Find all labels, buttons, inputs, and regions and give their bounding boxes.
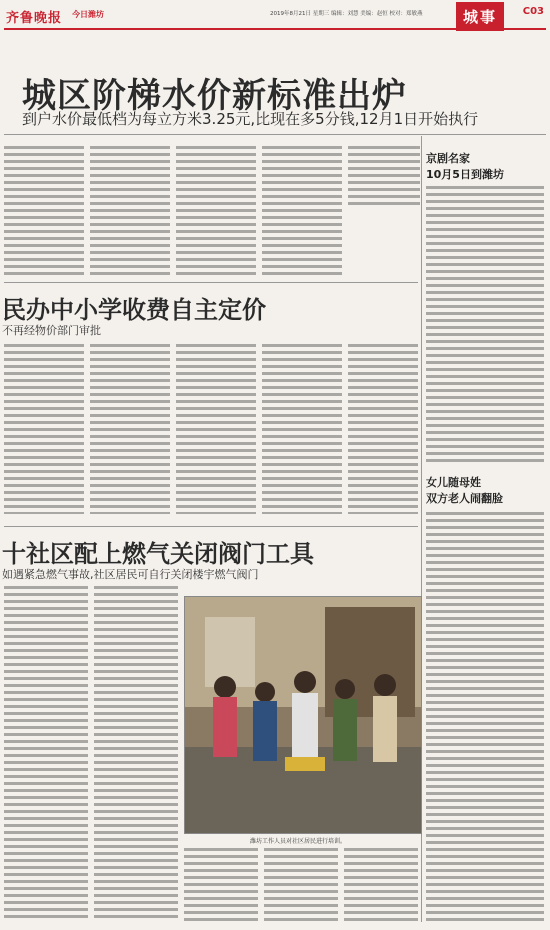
section-name: 今日潍坊 (72, 10, 104, 19)
article3-column (4, 586, 88, 922)
issue-date: 2019年8月21日 星期三 编辑：刘慧 美编：赵恒 校对：郑敏燕 (270, 11, 423, 17)
training-photo (184, 596, 422, 834)
newspaper-logo: 齐鲁晚报 (6, 11, 63, 26)
article3-subtitle: 如遇紧急燃气事故,社区居民可自行关闭楼宇燃气阀门 (2, 568, 259, 581)
header-divider (4, 28, 546, 30)
article1-column (90, 146, 170, 276)
article3-title: 十社区配上燃气关闭阀门工具 (2, 540, 314, 568)
page-number: C03 (522, 6, 544, 17)
article2-title: 民办中小学收费自主定价 (2, 296, 266, 324)
article2-divider (4, 282, 418, 283)
side1-title-line2: 10月5日到潍坊 (426, 168, 504, 181)
article1-column (176, 146, 256, 276)
article1-title: 城区阶梯水价新标准出炉 (22, 76, 407, 116)
article2-column (4, 344, 84, 514)
article1-column (262, 146, 342, 276)
article1-column (348, 146, 420, 206)
side2-title-line1: 女儿随母姓 (426, 476, 481, 489)
article2-subtitle: 不再经物价部门审批 (2, 324, 101, 337)
article1-column (4, 146, 84, 276)
article3-column (264, 848, 338, 922)
side1-title-line1: 京剧名家 (426, 152, 470, 165)
article3-divider (4, 526, 418, 527)
side2-body (426, 512, 544, 922)
article1-subtitle: 到户水价最低档为每立方米3.25元,比现在多5分钱,12月1日开始执行 (22, 110, 479, 128)
article3-column (184, 848, 258, 922)
article2-column (90, 344, 170, 514)
side1-body (426, 186, 544, 464)
side2-title-line2: 双方老人闹翻脸 (426, 492, 503, 505)
section-tag: 城事 (456, 2, 504, 31)
photo-caption: 潍坊工作人员对社区居民进行培训。 (250, 838, 347, 845)
article3-column (94, 586, 178, 922)
article2-column (348, 344, 418, 514)
article3-column (344, 848, 418, 922)
article2-column (176, 344, 256, 514)
article2-column (262, 344, 342, 514)
article1-divider (4, 134, 546, 135)
